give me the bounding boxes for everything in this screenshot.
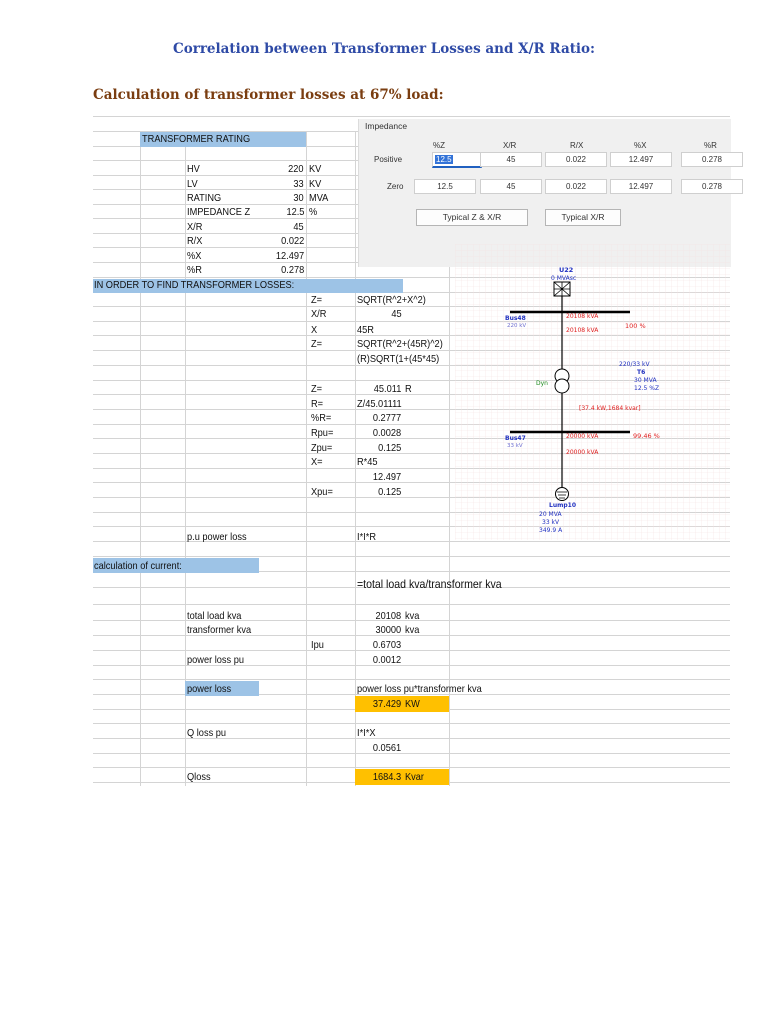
cell-label: %R= <box>311 412 332 424</box>
positive-r-input[interactable]: 0.278 <box>681 152 743 167</box>
cell-formula: I*I*X <box>357 727 376 739</box>
cell-unit: MVA <box>309 192 329 204</box>
transformer-z: 12.5 %Z <box>634 385 660 392</box>
cell-formula: =total load kva/transformer kva <box>357 577 502 591</box>
cell-unit: KW <box>405 698 420 710</box>
cell-value: 0.2777 <box>372 412 401 424</box>
positive-x-input[interactable]: 12.497 <box>610 152 672 167</box>
source-rating: 0 MVAsc <box>551 275 577 282</box>
transformer-mva: 30 MVA <box>634 377 657 384</box>
cell-label: R= <box>311 398 324 410</box>
cell-label: R/X <box>187 235 203 247</box>
cell-label: %R <box>187 264 202 276</box>
col-header-z: %Z <box>433 141 445 150</box>
cell-label: Zpu= <box>311 442 333 454</box>
cell-value: 33 <box>293 178 304 190</box>
cell-label: X <box>311 324 318 336</box>
cell-label: power loss <box>187 683 232 695</box>
loading-percent: 100 % <box>625 322 646 330</box>
cell-label: Xpu= <box>311 486 333 498</box>
winding-label: Dyn <box>536 380 548 387</box>
cell-value: 0.0028 <box>372 427 401 439</box>
cell-label: Z= <box>311 294 323 306</box>
cell-value: 30 <box>293 192 304 204</box>
load-kv: 33 kV <box>542 519 560 526</box>
grid-row-line <box>93 679 730 680</box>
cell-value: 20108 <box>375 610 401 622</box>
cell-value: 220 <box>288 163 304 175</box>
flow-label: 20000 kVA <box>566 433 599 440</box>
cell-transformer-rating: TRANSFORMER RATING <box>142 133 251 145</box>
result-highlight <box>355 696 449 712</box>
cell-value: SQRT(R^2+X^2) <box>357 294 426 306</box>
cell-value: 45.011 <box>373 383 401 395</box>
result-highlight <box>355 769 449 785</box>
cell-label: total load kva <box>187 610 242 622</box>
zero-z-input[interactable]: 12.5 <box>414 179 476 194</box>
one-line-diagram <box>455 244 730 540</box>
col-header-rx: R/X <box>570 141 584 150</box>
zero-xr-input[interactable]: 45 <box>480 179 542 194</box>
diagram-grid <box>455 244 730 540</box>
cell-value: 0.6703 <box>372 639 401 651</box>
section-subtitle: Calculation of transformer losses at 67% load: <box>93 87 444 103</box>
cell-unit: KV <box>309 163 322 175</box>
typical-z-xr-button[interactable]: Typical Z & X/R <box>416 209 528 226</box>
loading-percent: 99.46 % <box>633 432 660 440</box>
cell-label: LV <box>187 178 198 190</box>
bus48-label: Bus48 <box>505 315 526 322</box>
row-label-positive: Positive <box>374 155 403 164</box>
grid-col-line <box>306 131 307 786</box>
cell-label: HV <box>187 163 200 175</box>
cell-label: X/R <box>187 221 203 233</box>
cell-unit: kva <box>405 610 420 622</box>
grid-row-line <box>93 556 730 557</box>
cell-label: power loss pu <box>187 654 245 666</box>
cell-label: Qloss <box>187 771 211 783</box>
transformer-kv: 220/33 kV <box>619 361 650 368</box>
source-name: U22 <box>559 266 574 274</box>
cell-label: transformer kva <box>187 624 252 636</box>
cell-label: %X <box>187 250 202 262</box>
grid-row-line <box>93 753 730 754</box>
cell-formula: power loss pu*transformer kva <box>357 683 482 695</box>
cell-value: R*45 <box>357 456 378 468</box>
cell-label: IMPEDANCE Z <box>187 206 251 218</box>
cell-value: 0.278 <box>280 264 304 276</box>
cell-value: Z/45.01111 <box>357 398 402 410</box>
cell-value: 0.022 <box>280 235 304 247</box>
cell-value: 12.5 <box>286 206 304 218</box>
cell-unit: % <box>309 206 318 218</box>
flow-label: 20108 kVA <box>566 313 599 320</box>
cell-value: (R)SQRT(1+(45*45) <box>357 353 440 365</box>
load-icon <box>556 488 569 501</box>
cell-label: Rpu= <box>311 427 334 439</box>
cell-unit: R <box>405 383 412 395</box>
grid-row-line <box>93 650 730 651</box>
col-header-xr: X/R <box>503 141 517 150</box>
cell-label: Q loss pu <box>187 727 227 739</box>
cell-calc-current: calculation of current: <box>94 560 182 572</box>
zero-rx-input[interactable]: 0.022 <box>545 179 607 194</box>
col-header-r: %R <box>704 141 717 150</box>
grid-row-line <box>93 767 730 768</box>
positive-z-input[interactable] <box>432 152 482 168</box>
cell-unit: KV <box>309 178 322 190</box>
zero-x-input[interactable]: 12.497 <box>610 179 672 194</box>
cell-value: 0.125 <box>377 486 401 498</box>
grid-col-line <box>140 131 141 786</box>
cell-value: 0.125 <box>377 442 401 454</box>
zero-r-input[interactable]: 0.278 <box>681 179 743 194</box>
cell-label: Z= <box>311 383 323 395</box>
cell-value: I*I*R <box>357 531 377 543</box>
source-icon <box>554 282 570 296</box>
cell-label: RATING <box>187 192 222 204</box>
col-header-x: %X <box>634 141 647 150</box>
document-title: Correlation between Transformer Losses and X/R Ratio: <box>172 41 596 57</box>
transformer-icon <box>555 369 569 393</box>
cell-unit: kva <box>405 624 420 636</box>
cell-value: 0.0012 <box>372 654 401 666</box>
cell-value: 0.0561 <box>372 742 401 754</box>
transformer-name: T6 <box>637 369 646 376</box>
grid-col-line <box>355 131 356 786</box>
row-label-zero: Zero <box>387 182 404 191</box>
positive-rx-input[interactable]: 0.022 <box>545 152 607 167</box>
load-name: Lump10 <box>549 502 576 509</box>
cell-label: p.u power loss <box>187 531 247 543</box>
bus48-kv: 220 kV <box>507 323 527 329</box>
cell-value: SQRT(R^2+(45R)^2) <box>357 338 443 350</box>
cell-label: Ipu <box>311 639 324 651</box>
flow-label: 20108 kVA <box>566 327 599 334</box>
transformer-losses: [37.4 kW,1684 kvar] <box>579 405 641 412</box>
qloss-value: 1684.3 <box>372 771 401 783</box>
impedance-title: Impedance <box>365 121 408 131</box>
grid-row-line <box>93 723 730 724</box>
cell-value: 45R <box>357 324 374 336</box>
bus47-kv: 33 kV <box>507 443 523 449</box>
positive-xr-input[interactable]: 45 <box>480 152 542 167</box>
cell-find-losses: IN ORDER TO FIND TRANSFORMER LOSSES: <box>94 279 295 291</box>
cell-label: Z= <box>311 338 323 350</box>
selected-text: 12.5 <box>436 155 452 164</box>
cell-value: 45 <box>391 308 402 320</box>
flow-label: 20000 kVA <box>566 449 599 456</box>
cell-value: 30000 <box>375 624 401 636</box>
cell-value: 45 <box>293 221 304 233</box>
cell-value: 12.497 <box>275 250 304 262</box>
typical-xr-button[interactable]: Typical X/R <box>545 209 621 226</box>
load-current: 349.9 A <box>539 527 563 534</box>
bus47-label: Bus47 <box>505 435 526 442</box>
cell-unit: Kvar <box>405 771 425 783</box>
power-loss-value: 37.429 <box>372 698 401 710</box>
grid-row-line <box>93 604 730 605</box>
load-mva: 20 MVA <box>539 511 562 518</box>
cell-value: 12.497 <box>372 471 401 483</box>
grid-row-line <box>93 116 730 117</box>
cell-label: X= <box>311 456 323 468</box>
cell-label: X/R <box>311 308 327 320</box>
